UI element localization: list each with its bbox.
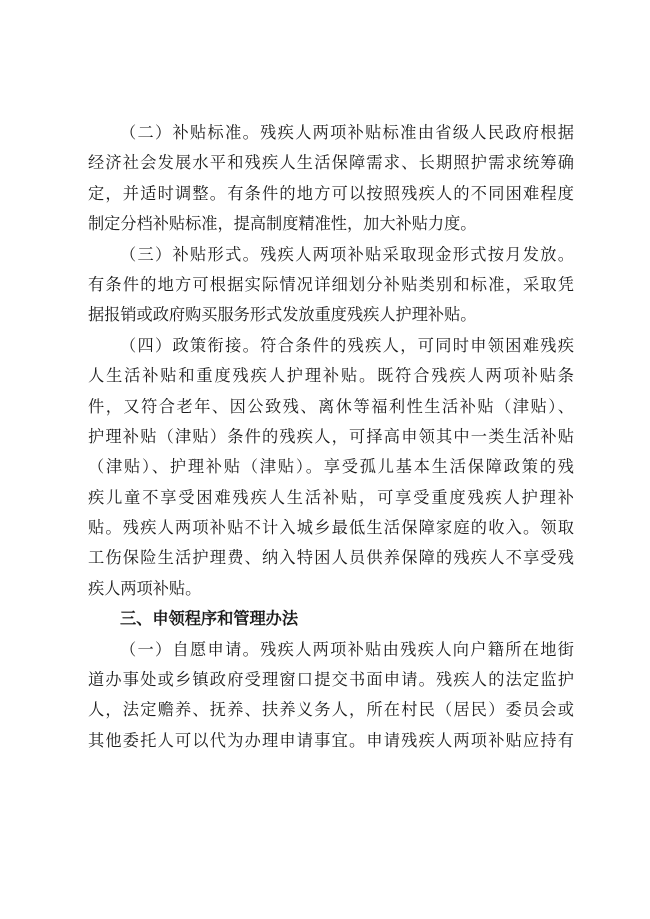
paragraph-subsidy-standard [88, 118, 574, 240]
text-line: 制定分档补贴标准，提高制度精准性，加大补贴力度。 [88, 214, 477, 234]
text-line: 工伤保险生活护理费、纳入特困人员供养保障的残疾人不享受残 [88, 548, 574, 568]
text-line: 人生活补贴和重度残疾人护理补贴。既符合残疾人两项补贴条 [88, 366, 574, 386]
text-line: 其他委托人可以代为办理申请事宜。申请残疾人两项补贴应持有 [88, 730, 574, 750]
text-line: （三）补贴形式。残疾人两项补贴采取现金形式按月发放。 [120, 244, 574, 264]
text-line: （津贴）、护理补贴（津贴）。享受孤儿基本生活保障政策的残 [88, 457, 574, 477]
text-line: 疾儿童不享受困难残疾人生活补贴，可享受重度残疾人护理补 [88, 487, 574, 507]
section-heading: 三、申领程序和管理办法 [120, 609, 299, 629]
text-line: （一）自愿申请。残疾人两项补贴由残疾人向户籍所在地街 [120, 639, 574, 659]
text-line: 经济社会发展水平和残疾人生活保障需求、长期照护需求统筹确 [88, 153, 574, 173]
text-line: 护理补贴（津贴）条件的残疾人，可择高申领其中一类生活补贴 [88, 426, 574, 446]
text-line: 据报销或政府购买服务形式发放重度残疾人护理补贴。 [88, 305, 477, 325]
document-body [88, 118, 574, 756]
paragraph-voluntary-application [88, 635, 574, 757]
text-line: 件，又符合老年、因公致残、离休等福利性生活补贴（津贴）、 [88, 396, 574, 416]
text-line: 道办事处或乡镇政府受理窗口提交书面申请。残疾人的法定监护 [88, 670, 574, 690]
text-line: 定，并适时调整。有条件的地方可以按照残疾人的不同困难程度 [88, 183, 574, 203]
text-line: （四）政策衔接。符合条件的残疾人，可同时申领困难残疾 [120, 335, 574, 355]
text-line: 贴。残疾人两项补贴不计入城乡最低生活保障家庭的收入。领取 [88, 518, 574, 538]
text-line: 有条件的地方可根据实际情况详细划分补贴类别和标准，采取凭 [88, 274, 574, 294]
text-line: 疾人两项补贴。 [88, 578, 202, 598]
text-line: 人，法定赡养、抚养、扶养义务人，所在村民（居民）委员会或 [88, 700, 574, 720]
paragraph-subsidy-form [88, 240, 574, 331]
paragraph-policy-connection [88, 331, 574, 605]
text-line: （二）补贴标准。残疾人两项补贴标准由省级人民政府根据 [120, 123, 574, 142]
